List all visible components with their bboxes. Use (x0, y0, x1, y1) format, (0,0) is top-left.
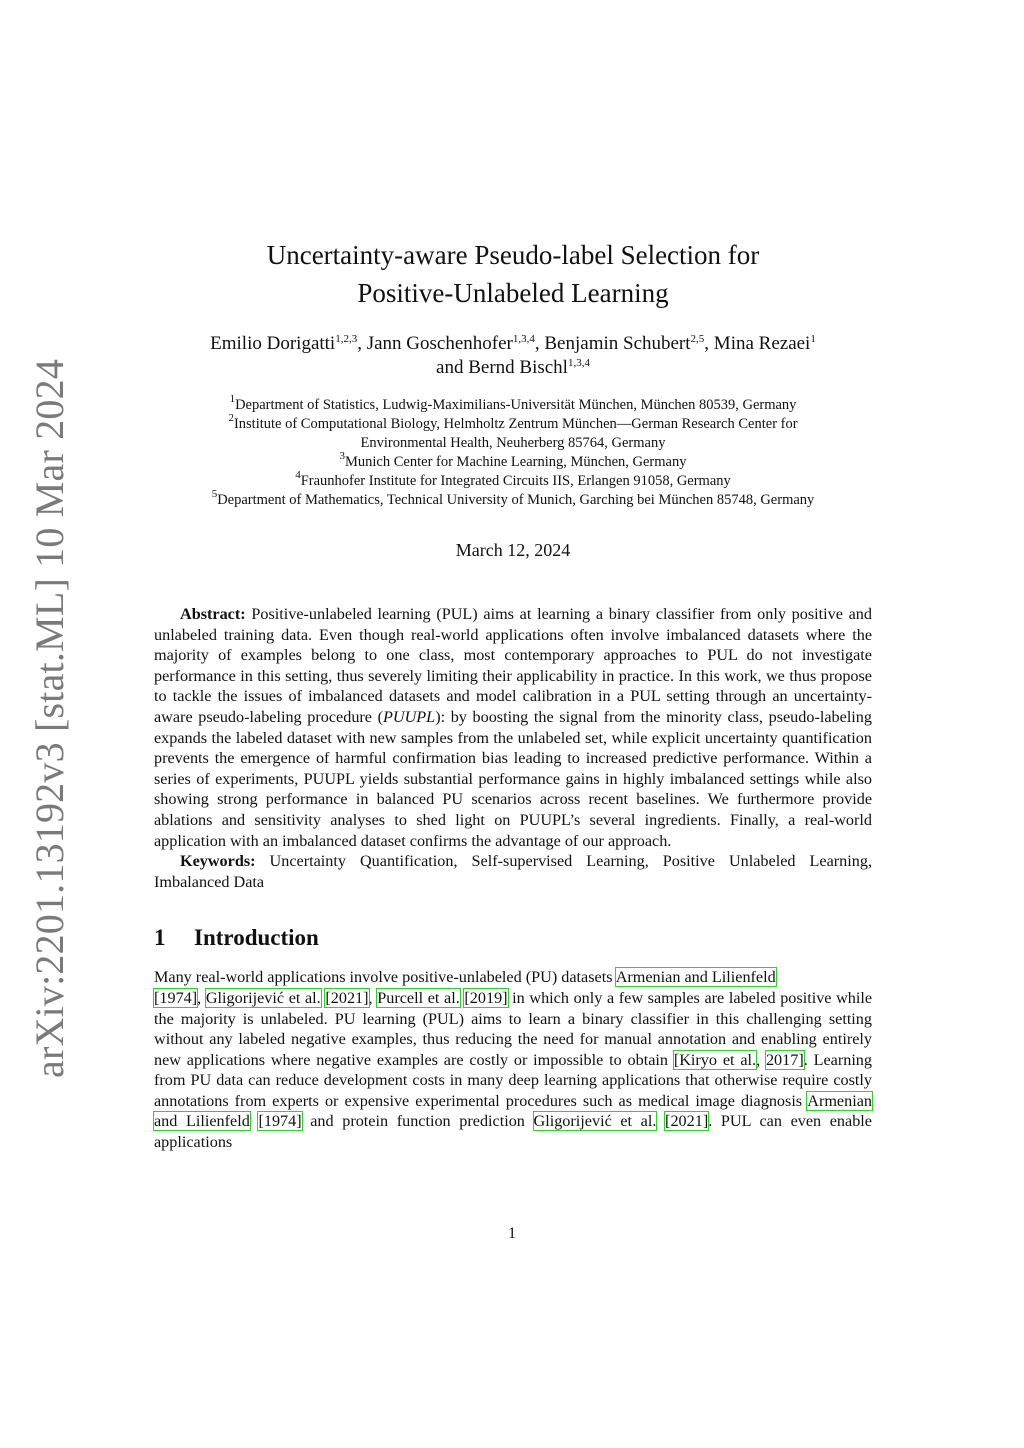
abstract-text: ): by boosting the signal from the minority class, pseudo-labeling expands the labeled dataset with new samples from the unlabeled set, while explicit uncertainty quantification prevents the emergence of harmful confirmation bias leading to increased predictive performance. Within a series of experiments, PUUPL yields substantial performance gains in highly imbalanced settings while also showing strong performance in balanced PU scenarios across recent baselines. We furthermore provide ablations and sensitivity analyses to shed light on PUUPL’s several ingredients. Finally, a real-world application with an imbalanced dataset confirms the advantage of our approach. (154, 707, 872, 850)
affiliation-text: Munich Center for Machine Learning, München, Germany (345, 454, 687, 470)
affiliation-text: Institute of Computational Biology, Helmholtz Zentrum München—German Research Center for (233, 416, 798, 432)
author-separator: , (534, 333, 545, 354)
author-affiliation-marker: 1 (810, 333, 816, 345)
abstract (154, 604, 872, 851)
affiliation-line (154, 450, 872, 472)
citation-link[interactable]: Gligorijević et al. (205, 988, 321, 1007)
affiliation-text: Fraunhofer Institute for Integrated Circuits IIS, Erlangen 91058, Germany (300, 473, 731, 489)
citation-year-link[interactable]: [1974] (154, 988, 198, 1007)
affiliation-line (154, 434, 872, 453)
author-separator: , (357, 333, 367, 354)
citation-link[interactable]: Gligorijević et al. (533, 1112, 657, 1131)
affiliation-text: Department of Statistics, Ludwig-Maximilians-Universität München, München 80539, Germany (235, 397, 797, 413)
page-number: 1 (508, 1225, 516, 1242)
keywords (154, 851, 872, 892)
citation-link[interactable]: Armenian and Lilienfeld (154, 1091, 872, 1131)
author-name: and Bernd Bischl (436, 357, 568, 378)
citation-year: 2021 (670, 1112, 703, 1131)
keywords-label: Keywords: (180, 852, 256, 871)
author-name: Emilio Dorigatti (210, 333, 336, 354)
introduction-body (154, 967, 872, 1152)
affiliation-text: Department of Mathematics, Technical University of Munich, Garching bei München 85748, Germany (217, 492, 815, 508)
citation-year-link[interactable]: [2021] (665, 1112, 709, 1131)
citation-link[interactable]: [Kiryo et al. (673, 1050, 757, 1069)
keywords-paragraph (154, 851, 872, 892)
abstract-method-name: PUUPL (383, 707, 436, 726)
affiliation-number: 3 (339, 450, 346, 462)
affiliation-number: 5 (211, 488, 218, 500)
citation-year-link[interactable]: [2021] (325, 988, 369, 1007)
affiliation-number: 4 (295, 469, 301, 481)
abstract-label: Abstract: (180, 605, 246, 623)
title-line-1: Uncertainty-aware Pseudo-label Selection for (266, 240, 760, 270)
affiliation-list (154, 393, 872, 510)
author-affiliation-marker: 1,3,4 (567, 357, 590, 369)
citation-author: Kiryo et al. (679, 1050, 757, 1069)
keywords-text: Uncertainty Quantification, Self-supervised Learning, Positive Unlabeled Learning, Imbalanced Data (154, 852, 872, 891)
intro-text: , (197, 988, 206, 1007)
author-affiliation-marker: 1,2,3 (335, 333, 358, 345)
author-name: Mina Rezaei (713, 333, 811, 354)
affiliation-number: 2 (228, 412, 234, 424)
intro-text: Many real-world applications involve positive-unlabeled (PU) datasets (154, 968, 616, 987)
citation-year: 1974 (159, 988, 192, 1007)
author-name: Benjamin Schubert (544, 333, 691, 354)
affiliation-number: 1 (229, 393, 236, 405)
citation-year-link[interactable]: 2017] (765, 1050, 804, 1069)
paper-page (154, 236, 872, 1153)
author-affiliation-marker: 1,3,4 (512, 333, 535, 345)
publication-date: March 12, 2024 (455, 540, 571, 560)
author-separator: , (704, 333, 714, 354)
citation-year-link[interactable]: [1974] (258, 1112, 302, 1131)
author-name: Jann Goschenhofer (366, 333, 513, 354)
arxiv-identifier: arXiv:2201.13192v3 [stat.ML] 10 Mar 2024 (27, 358, 72, 1078)
intro-text: in which only a few samples are labeled positive while the majority is unlabeled. PU learning (PUL) aims to learn a binary classifier in this challenging setting without any labeled negative examples, thus reducing the need for manual annotation and enabling entirely new applications where negative examples are costly or impossible to obtain (154, 988, 873, 1069)
intro-text: and protein function prediction (301, 1112, 534, 1131)
intro-paragraph: Many real-world applications involve positive-unlabeled (PU) datasets Armenian and Lilienfeld [1974], Gligorijević et al. [2021], Purcell et al. [2019] in which only a few samples are labeled positive while the majority is unlabeled. PU learning (PUL) aims to learn a binary classifier in this challenging setting without any labeled negative examples, thus reducing the need for manual annotation and enabling entirely new applications where negative examples are costly or impossible to obtain [Kiryo et al., 2017]. Learning from PU data can reduce development costs in many deep learning applications that otherwise require costly annotations from experts or expensive experimental procedures such as medical image diagnosis Armenian and Lilienfeld [1974] and protein function prediction Gligorijević et al. [2021]. PUL can even enable applications (154, 968, 873, 1152)
title-line-2: Positive-Unlabeled Learning (357, 278, 669, 308)
affiliation-line (154, 393, 872, 415)
abstract-paragraph (154, 604, 872, 851)
affiliation-line (154, 412, 872, 434)
citation-year: 1974 (263, 1112, 297, 1131)
citation-link[interactable]: Armenian and Lilienfeld (615, 968, 776, 987)
intro-text: . PUL can even enable applications (154, 1112, 872, 1152)
citation-year-link[interactable]: [2019] (464, 988, 508, 1007)
section-number: 1 (154, 925, 166, 951)
author-affiliation-marker: 2,5 (690, 333, 705, 345)
abstract-text: Positive-unlabeled learning (PUL) aims at learning a binary classifier from only positive and unlabeled training data. Even though real-world applications often involve imbalanced datasets where the majority of examples belong to one class, most contemporary approaches to PUL do not investigate performance in this setting, thus severely limiting their applicability in practice. In this work, we thus propose to tackle the issues of imbalanced datasets and model calibration in a PUL setting through an uncertainty-aware pseudo-labeling procedure ( (154, 605, 872, 726)
intro-text: , (368, 988, 378, 1007)
citation-link[interactable]: Purcell et al. (377, 988, 460, 1007)
affiliation-line (154, 469, 872, 491)
affiliation-text: Environmental Health, Neuherberg 85764, Germany (360, 435, 666, 451)
citation-year: 2017 (765, 1050, 799, 1069)
citation-year: 2021 (330, 988, 364, 1007)
affiliation-line (154, 488, 872, 510)
intro-text: . Learning from PU data can reduce development costs in many deep learning applications that otherwise require costly annotations from experts or expensive experimental procedures such as medical image diagnosis (154, 1050, 872, 1110)
section-heading (154, 925, 872, 951)
section-title: Introduction (194, 925, 319, 951)
paper-title (154, 236, 872, 312)
citation-year: 2019 (469, 988, 503, 1007)
author-list (154, 332, 872, 380)
